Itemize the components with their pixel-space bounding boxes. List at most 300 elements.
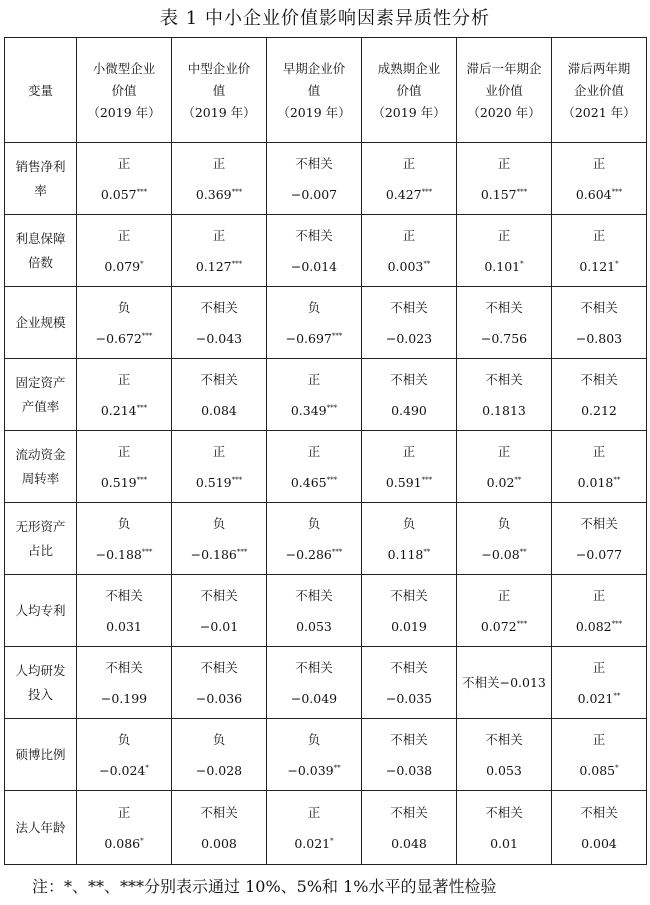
- coefficient-value: −0.672: [95, 330, 142, 346]
- significance-stars: *: [520, 259, 524, 268]
- header-line: （2019 年）: [182, 104, 256, 120]
- correlation-label: 负: [212, 731, 226, 747]
- correlation-label: 正: [592, 659, 606, 675]
- table-cell: [267, 719, 362, 791]
- coefficient: [362, 691, 456, 706]
- coefficient: [362, 547, 456, 562]
- correlation-label: 正: [592, 731, 606, 747]
- coefficient: [362, 403, 456, 418]
- coefficient-value: 0.084: [201, 402, 237, 418]
- correlation-label: 不相关: [390, 731, 428, 747]
- table-cell: [552, 503, 647, 575]
- table-cell: [362, 575, 457, 647]
- correlation-label: 不相关: [200, 659, 238, 675]
- table-cell: [552, 431, 647, 503]
- correlation-label: 不相关: [390, 371, 428, 387]
- correlation-label: 正: [402, 227, 416, 243]
- coefficient-value: −0.697: [285, 330, 332, 346]
- coefficient-value: 0.004: [581, 835, 617, 851]
- coefficient-value: 0.079: [104, 258, 141, 274]
- header-line: 早期企业价: [282, 60, 346, 76]
- coefficient: [172, 547, 266, 562]
- table-cell: [362, 647, 457, 719]
- correlation-label: 不相关: [390, 659, 428, 675]
- correlation-label: 正: [592, 443, 606, 459]
- column-header: [172, 38, 267, 143]
- coefficient: [362, 619, 456, 634]
- coefficient: [267, 259, 361, 274]
- variable-name-line: 率: [34, 183, 47, 198]
- variable-name-line: 投入: [27, 687, 53, 702]
- coefficient: [172, 691, 266, 706]
- table-row: [5, 143, 647, 215]
- header-line: （2019 年）: [277, 104, 351, 120]
- table-cell: [267, 359, 362, 431]
- coefficient-value: 0.349: [290, 402, 327, 418]
- coefficient-value: 0.118: [387, 546, 424, 562]
- table-cell: [267, 431, 362, 503]
- table-cell: [172, 143, 267, 215]
- table-cell: [77, 575, 172, 647]
- variable-name-line: 利息保障: [15, 231, 66, 246]
- significance-stars: *: [145, 763, 149, 772]
- significance-stars: ***: [331, 547, 343, 556]
- correlation-label: 不相关: [200, 299, 238, 315]
- coefficient: [172, 763, 266, 778]
- coefficient-value: −0.043: [195, 330, 243, 346]
- variable-name-line: 无形资产: [15, 519, 66, 534]
- coefficient-value: 0.019: [391, 618, 427, 634]
- table-cell: [362, 359, 457, 431]
- coefficient-value: −0.007: [290, 186, 338, 202]
- correlation-label: 正: [497, 155, 511, 171]
- coefficient: [457, 331, 551, 346]
- table-cell: [77, 647, 172, 719]
- table-cell: [77, 791, 172, 865]
- correlation-label: 负: [497, 515, 511, 531]
- coefficient-value: 0.053: [486, 762, 522, 778]
- correlation-label: 不相关: [580, 299, 618, 315]
- coefficient-value: 0.021: [294, 835, 331, 851]
- significance-stars: **: [514, 475, 522, 484]
- significance-stars: **: [423, 547, 431, 556]
- header-line: 业价值: [485, 82, 523, 98]
- significance-note: 注：*、**、***分别表示通过 10%、5%和 1%水平的显著性检验: [32, 877, 497, 896]
- coefficient: [172, 619, 266, 634]
- header-line: 滞后一年期企: [466, 60, 542, 76]
- coefficient-value: 0.157: [480, 186, 517, 202]
- coefficient-value: −0.036: [195, 690, 243, 706]
- coefficient-value: 0.031: [106, 618, 142, 634]
- table-row: [5, 215, 647, 287]
- coefficient-value: −0.077: [575, 546, 623, 562]
- column-header: [267, 38, 362, 143]
- header-line: （2020 年）: [467, 104, 541, 120]
- table-cell: [362, 143, 457, 215]
- correlation-label: 负: [212, 515, 226, 531]
- correlation-label: 不相关: [485, 371, 523, 387]
- correlation-label: 不相关: [390, 804, 428, 820]
- header-line: 价值: [111, 82, 137, 98]
- significance-stars: *: [140, 259, 144, 268]
- correlation-label: 负: [307, 731, 321, 747]
- coefficient: [362, 836, 456, 851]
- coefficient-value: 0.519: [195, 474, 232, 490]
- coefficient: [267, 763, 361, 778]
- table-cell: [457, 431, 552, 503]
- table-cell: [552, 215, 647, 287]
- table-row: [5, 647, 647, 719]
- table-cell: [77, 215, 172, 287]
- significance-stars: ***: [331, 331, 343, 340]
- column-header: [362, 38, 457, 143]
- coefficient-value: 0.053: [296, 618, 332, 634]
- coefficient-value: −0.049: [290, 690, 338, 706]
- variable-header: 变量: [5, 38, 77, 143]
- significance-stars: ***: [516, 619, 528, 628]
- variable-name-line: 倍数: [27, 255, 53, 270]
- correlation-label: 正: [592, 227, 606, 243]
- coefficient-value: −0.756: [480, 330, 528, 346]
- correlation-label: 负: [307, 299, 321, 315]
- correlation-label: 负: [117, 731, 131, 747]
- correlation-label: 不相关: [580, 515, 618, 531]
- coefficient-value: −0.803: [575, 330, 623, 346]
- correlation-label: 正: [497, 227, 511, 243]
- variable-name-line: 人均专利: [15, 603, 66, 618]
- table-cell: [172, 359, 267, 431]
- significance-stars: **: [333, 763, 341, 772]
- significance-stars: **: [613, 691, 621, 700]
- coefficient-value: 0.057: [100, 186, 137, 202]
- variable-name: [5, 647, 77, 719]
- table-cell: [267, 647, 362, 719]
- coefficient: [267, 475, 361, 490]
- significance-stars: ***: [136, 403, 148, 412]
- coefficient: [172, 331, 266, 346]
- coefficient-value: 0.591: [385, 474, 422, 490]
- coefficient: [552, 331, 646, 346]
- correlation-label: 正: [307, 804, 321, 820]
- header-line: （2019 年）: [87, 104, 161, 120]
- coefficient-value: −0.199: [100, 690, 148, 706]
- coefficient-value: 0.519: [100, 474, 137, 490]
- coefficient: [172, 403, 266, 418]
- coefficient-value: 0.086: [104, 835, 141, 851]
- table-cell: [457, 719, 552, 791]
- coefficient: [552, 619, 646, 634]
- correlation-label: 不相关: [105, 659, 143, 675]
- variable-name: [5, 719, 77, 791]
- significance-stars: ***: [516, 187, 528, 196]
- coefficient-value: 0.490: [391, 402, 427, 418]
- table-cell: [552, 719, 647, 791]
- coefficient-value: 0.008: [201, 835, 237, 851]
- correlation-label: 正: [117, 371, 131, 387]
- table-row: [5, 791, 647, 865]
- table-cell: [552, 791, 647, 865]
- coefficient: [457, 763, 551, 778]
- correlation-label: 不相关: [295, 659, 333, 675]
- significance-stars: ***: [231, 259, 243, 268]
- correlation-label: 不相关: [200, 804, 238, 820]
- table-cell: [77, 431, 172, 503]
- correlation-label: 正: [212, 227, 226, 243]
- table-cell: [77, 359, 172, 431]
- header-line: 中型企业价: [187, 60, 251, 76]
- coefficient: [362, 763, 456, 778]
- correlation-label: 负: [117, 299, 131, 315]
- coefficient: [172, 475, 266, 490]
- coefficient-value: 0.465: [290, 474, 327, 490]
- coefficient-value: 0.072: [480, 618, 517, 634]
- correlation-label: 不相关: [295, 587, 333, 603]
- significance-stars: **: [423, 259, 431, 268]
- coefficient: [457, 619, 551, 634]
- table-title: 表 1 中小企业价值影响因素异质性分析: [160, 8, 490, 29]
- table-cell: [172, 575, 267, 647]
- table-row: [5, 359, 647, 431]
- variable-name-line: 固定资产: [15, 375, 66, 390]
- coefficient-value: 0.369: [195, 186, 232, 202]
- coefficient: [457, 403, 551, 418]
- table-cell: [457, 215, 552, 287]
- variable-name-line: 周转率: [21, 471, 60, 486]
- variable-name: [5, 143, 77, 215]
- correlation-label: 正: [402, 443, 416, 459]
- coefficient: [77, 836, 171, 851]
- coefficient: [172, 836, 266, 851]
- table-cell: [362, 431, 457, 503]
- variable-name-line: 产值率: [21, 399, 60, 414]
- significance-stars: *: [330, 836, 334, 845]
- column-header: [77, 38, 172, 143]
- table-cell: [172, 719, 267, 791]
- table-row: [5, 431, 647, 503]
- correlation-label: 负: [117, 515, 131, 531]
- table-cell: [457, 575, 552, 647]
- coefficient: [267, 619, 361, 634]
- table-cell: [267, 791, 362, 865]
- correlation-label: 正: [117, 443, 131, 459]
- table-body: [5, 143, 647, 865]
- cell-text: 不相关−0.013: [462, 675, 546, 690]
- header-row: [5, 38, 647, 143]
- table-cell: [457, 287, 552, 359]
- table-cell: [77, 143, 172, 215]
- coefficient: [552, 836, 646, 851]
- coefficient: [362, 475, 456, 490]
- header-line: （2021 年）: [562, 104, 636, 120]
- table-cell: [267, 287, 362, 359]
- coefficient-value: −0.186: [190, 546, 237, 562]
- significance-stars: ***: [236, 547, 248, 556]
- correlation-label: 正: [497, 587, 511, 603]
- variable-name: [5, 287, 77, 359]
- variable-name: [5, 503, 77, 575]
- table-cell: [267, 575, 362, 647]
- coefficient-value: 0.02: [486, 474, 515, 490]
- correlation-label: 不相关: [200, 371, 238, 387]
- table-cell: [457, 359, 552, 431]
- correlation-label: 不相关: [485, 299, 523, 315]
- coefficient: [77, 475, 171, 490]
- table-cell: [172, 503, 267, 575]
- correlation-label: 不相关: [485, 804, 523, 820]
- table-cell: [362, 287, 457, 359]
- correlation-label: 不相关: [295, 227, 333, 243]
- coefficient-value: 0.212: [581, 402, 617, 418]
- coefficient: [267, 331, 361, 346]
- correlation-label: 正: [307, 443, 321, 459]
- significance-stars: *: [615, 259, 619, 268]
- coefficient-value: −0.028: [195, 762, 243, 778]
- correlation-label: 负: [402, 515, 416, 531]
- variable-name-line: 硕博比例: [15, 747, 66, 762]
- coefficient-value: −0.039: [287, 762, 334, 778]
- coefficient: [77, 331, 171, 346]
- coefficient: [457, 547, 551, 562]
- correlation-label: 正: [497, 443, 511, 459]
- column-header: [457, 38, 552, 143]
- variable-name: [5, 791, 77, 865]
- table-cell: [552, 143, 647, 215]
- variable-name: [5, 215, 77, 287]
- table-cell: [267, 503, 362, 575]
- correlation-label: 正: [117, 227, 131, 243]
- correlation-label: 不相关: [390, 587, 428, 603]
- correlation-label: 不相关: [390, 299, 428, 315]
- correlation-label: 不相关: [295, 155, 333, 171]
- coefficient-value: 0.048: [391, 835, 427, 851]
- coefficient: [457, 187, 551, 202]
- correlation-label: 正: [212, 155, 226, 171]
- table-cell: [552, 647, 647, 719]
- header-line: 值: [307, 82, 321, 98]
- coefficient: [552, 403, 646, 418]
- significance-stars: ***: [136, 475, 148, 484]
- variable-name-line: 人均研发: [15, 663, 66, 678]
- coefficient-value: 0.127: [195, 258, 232, 274]
- coefficient: [172, 259, 266, 274]
- significance-stars: ***: [611, 619, 623, 628]
- significance-stars: ***: [421, 475, 433, 484]
- significance-stars: ***: [231, 187, 243, 196]
- coefficient-value: 0.427: [385, 186, 422, 202]
- table-cell: [552, 287, 647, 359]
- significance-stars: ***: [231, 475, 243, 484]
- coefficient-value: −0.014: [290, 258, 338, 274]
- variable-name: [5, 359, 77, 431]
- table-cell: [457, 791, 552, 865]
- table-row: [5, 719, 647, 791]
- table-cell: [77, 719, 172, 791]
- coefficient: [362, 259, 456, 274]
- correlation-label: 正: [212, 443, 226, 459]
- coefficient: [552, 187, 646, 202]
- header-line: 成熟期企业: [377, 60, 441, 76]
- variable-name-line: 法人年龄: [15, 820, 66, 835]
- variable-name: [5, 431, 77, 503]
- column-header: [552, 38, 647, 143]
- table-cell: [172, 647, 267, 719]
- coefficient: [77, 187, 171, 202]
- table-cell: [552, 359, 647, 431]
- significance-stars: ***: [326, 475, 338, 484]
- table-cell: [362, 791, 457, 865]
- header-line: 企业价值: [573, 82, 624, 98]
- significance-stars: **: [613, 475, 621, 484]
- coefficient-value: −0.188: [95, 546, 142, 562]
- significance-stars: ***: [611, 187, 623, 196]
- header-line: 价值: [396, 82, 422, 98]
- table-cell: [172, 215, 267, 287]
- coefficient-value: −0.023: [385, 330, 433, 346]
- coefficient: [267, 547, 361, 562]
- coefficient: [267, 836, 361, 851]
- coefficient-value: −0.035: [385, 690, 433, 706]
- coefficient: [77, 763, 171, 778]
- coefficient: [77, 619, 171, 634]
- significance-stars: **: [519, 547, 527, 556]
- coefficient-value: 0.01: [490, 835, 518, 851]
- variable-name-line: 流动资金: [15, 447, 66, 462]
- coefficient: [362, 331, 456, 346]
- coefficient: [457, 475, 551, 490]
- correlation-label: 正: [592, 155, 606, 171]
- coefficient: [77, 547, 171, 562]
- variable-name-line: 企业规模: [15, 315, 66, 330]
- table-cell: [267, 215, 362, 287]
- coefficient: [77, 691, 171, 706]
- table-cell: [172, 287, 267, 359]
- coefficient: [267, 691, 361, 706]
- heterogeneity-table: [4, 37, 647, 865]
- significance-stars: ***: [421, 187, 433, 196]
- table-cell: [457, 503, 552, 575]
- coefficient-value: 0.021: [577, 690, 614, 706]
- significance-stars: *: [140, 836, 144, 845]
- table-row: [5, 575, 647, 647]
- coefficient-value: 0.082: [575, 618, 612, 634]
- significance-stars: ***: [326, 403, 338, 412]
- table-cell: [267, 143, 362, 215]
- correlation-label: 不相关: [485, 731, 523, 747]
- correlation-label: 不相关: [200, 587, 238, 603]
- coefficient: [552, 691, 646, 706]
- coefficient-value: 0.018: [577, 474, 614, 490]
- significance-stars: ***: [141, 331, 153, 340]
- coefficient: [552, 475, 646, 490]
- table-cell: [457, 143, 552, 215]
- significance-stars: ***: [136, 187, 148, 196]
- table-row: [5, 503, 647, 575]
- table-cell: [362, 719, 457, 791]
- variable-name: [5, 575, 77, 647]
- variable-name-line: 占比: [27, 543, 53, 558]
- correlation-label: 正: [592, 587, 606, 603]
- header-line: （2019 年）: [372, 104, 446, 120]
- table-cell: [552, 575, 647, 647]
- table-row: [5, 287, 647, 359]
- correlation-label: 正: [402, 155, 416, 171]
- coefficient-value: 0.085: [579, 762, 616, 778]
- coefficient: [552, 259, 646, 274]
- coefficient: [457, 259, 551, 274]
- table-cell: [362, 503, 457, 575]
- coefficient-value: 0.214: [100, 402, 137, 418]
- coefficient-value: 0.121: [579, 258, 616, 274]
